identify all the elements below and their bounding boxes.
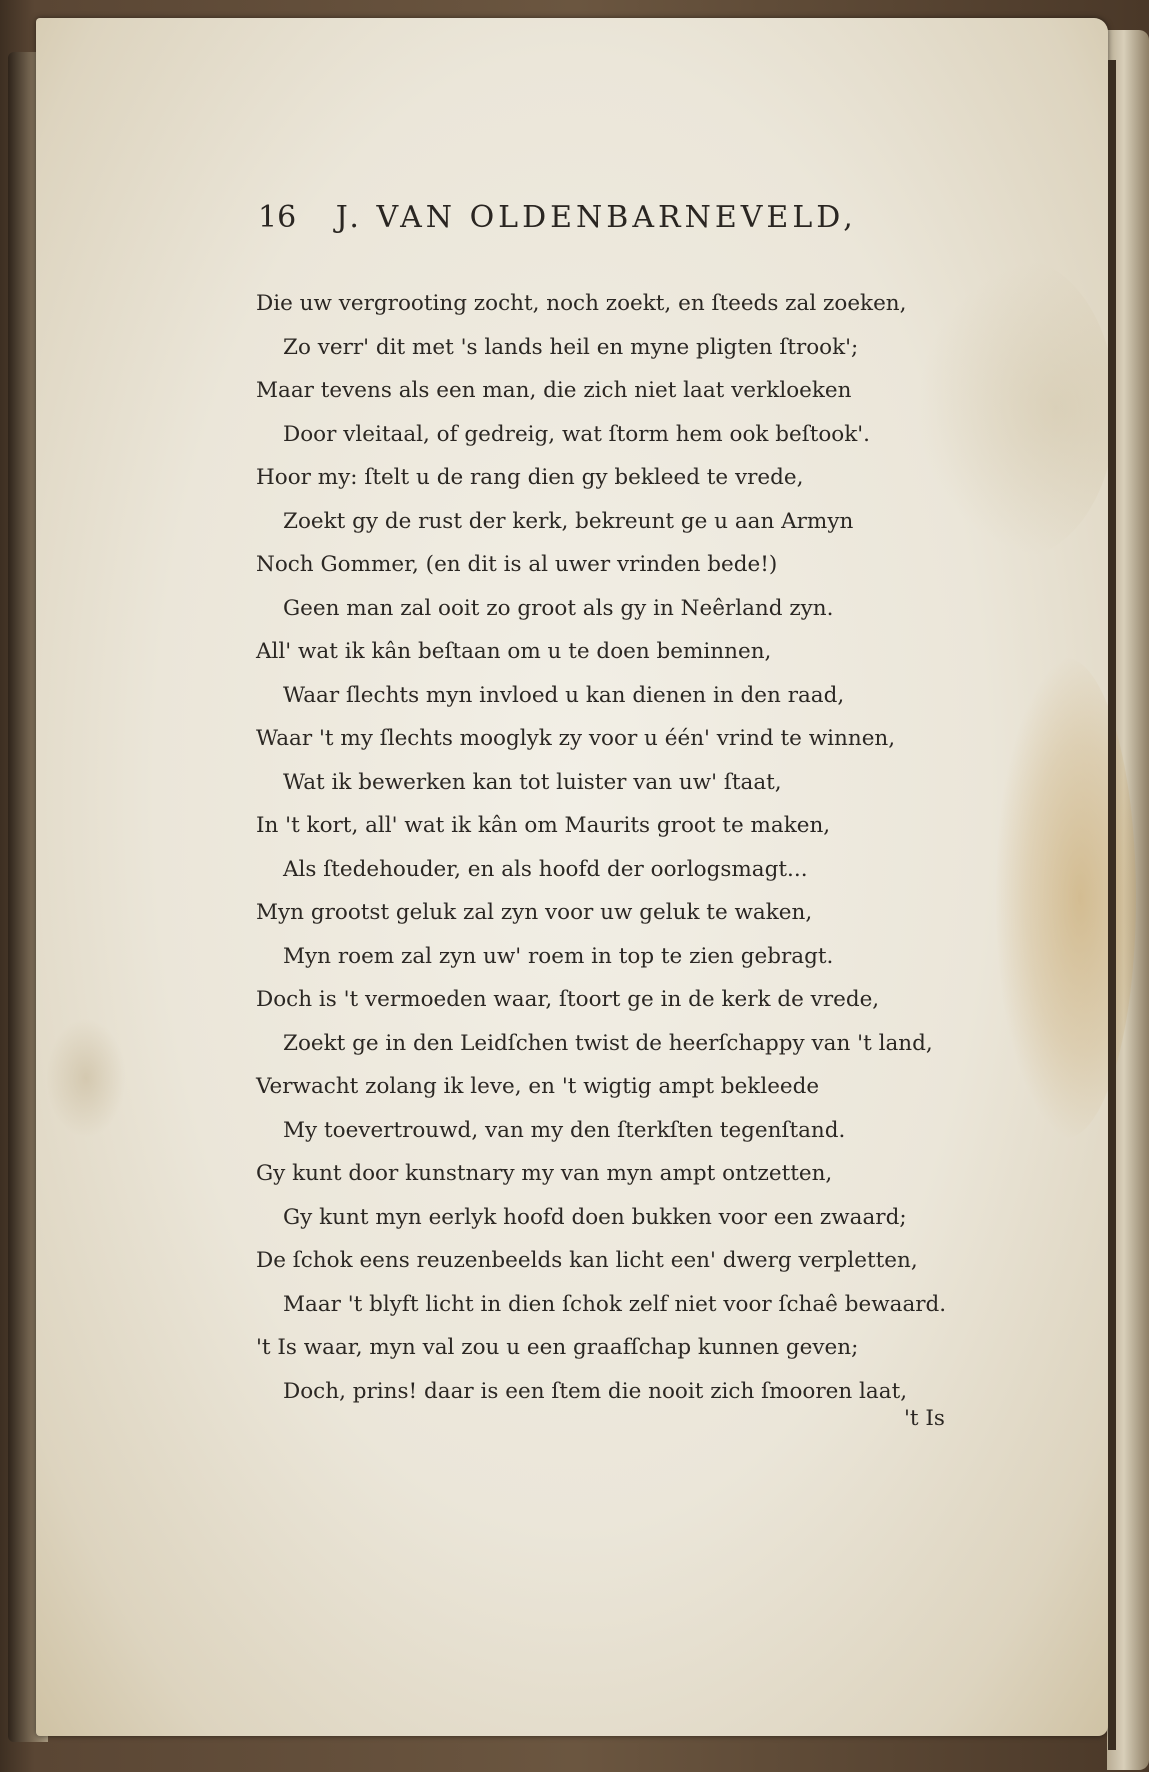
verse-line: Noch Gommer, (en dit is al uwer vrinden bede!) bbox=[256, 552, 778, 577]
verse-line: Verwacht zolang ik leve, en 't wigtig ampt bekleede bbox=[256, 1074, 820, 1099]
running-title: J. VAN OLDENBARNEVELD, bbox=[335, 200, 857, 235]
verse-line: Waar ſlechts myn invloed u kan dienen in den raad, bbox=[283, 682, 845, 708]
verse-line: Doch is 't vermoeden waar, ſtoort ge in de kerk de vrede, bbox=[256, 987, 880, 1012]
verse-line: All' wat ik kân beſtaan om u te doen beminnen, bbox=[256, 639, 772, 664]
verse-line: Zoekt gy de rust der kerk, bekreunt ge u aan Armyn bbox=[283, 508, 854, 534]
verse-line: In 't kort, all' wat ik kân om Maurits groot te maken, bbox=[256, 813, 831, 838]
verse-line: Door vleitaal, of gedreig, wat ſtorm hem ook beſtook'. bbox=[283, 421, 870, 447]
verse-line: De ſchok eens reuzenbeelds kan licht een' dwerg verpletten, bbox=[256, 1248, 918, 1273]
verse-line: Waar 't my ſlechts mooglyk zy voor u één' vrind te winnen, bbox=[256, 726, 896, 751]
verse-line: Gy kunt myn eerlyk hoofd doen bukken voor een zwaard; bbox=[283, 1204, 907, 1230]
verse-block bbox=[256, 282, 976, 1413]
verse-line: Wat ik bewerken kan tot luister van uw' ſtaat, bbox=[283, 769, 782, 795]
verse-line: Hoor my: ſtelt u de rang dien gy bekleed te vrede, bbox=[256, 465, 804, 490]
verse-line: Zoekt ge in den Leidſchen twist de heerſchappy van 't land, bbox=[283, 1030, 933, 1056]
verse-line: Als ſtedehouder, en als hoofd der oorlogsmagt... bbox=[283, 856, 808, 882]
page-gutter-shadow bbox=[1108, 60, 1116, 1750]
verse-line: Myn roem zal zyn uw' roem in top te zien gebragt. bbox=[283, 943, 834, 969]
verse-line: Myn grootst geluk zal zyn voor uw geluk te waken, bbox=[256, 900, 813, 925]
verse-line: Maar tevens als een man, die zich niet laat verkloeken bbox=[256, 378, 852, 403]
verse-line: Zo verr' dit met 's lands heil en myne pligten ſtrook'; bbox=[283, 334, 859, 360]
verse-line: My toevertrouwd, van my den ſterkſten tegenſtand. bbox=[283, 1117, 846, 1143]
verse-line: Geen man zal ooit zo groot als gy in Neêrland zyn. bbox=[283, 595, 834, 621]
verse-line: Maar 't blyft licht in dien ſchok zelf niet voor ſchaê bewaard. bbox=[283, 1291, 947, 1317]
verse-line: Doch, prins! daar is een ſtem die nooit zich ſmooren laat, bbox=[283, 1378, 908, 1404]
verse-line: Die uw vergrooting zocht, noch zoekt, en ſteeds zal zoeken, bbox=[256, 291, 907, 316]
verse-line: 't Is waar, myn val zou u een graafſchap kunnen geven; bbox=[256, 1335, 859, 1360]
foxing-stain bbox=[46, 1018, 126, 1138]
verse-line: Gy kunt door kunstnary my van myn ampt ontzetten, bbox=[256, 1161, 833, 1186]
catchword: 't Is bbox=[904, 1406, 945, 1431]
page-number: 16 bbox=[258, 200, 297, 235]
running-header bbox=[258, 200, 857, 235]
